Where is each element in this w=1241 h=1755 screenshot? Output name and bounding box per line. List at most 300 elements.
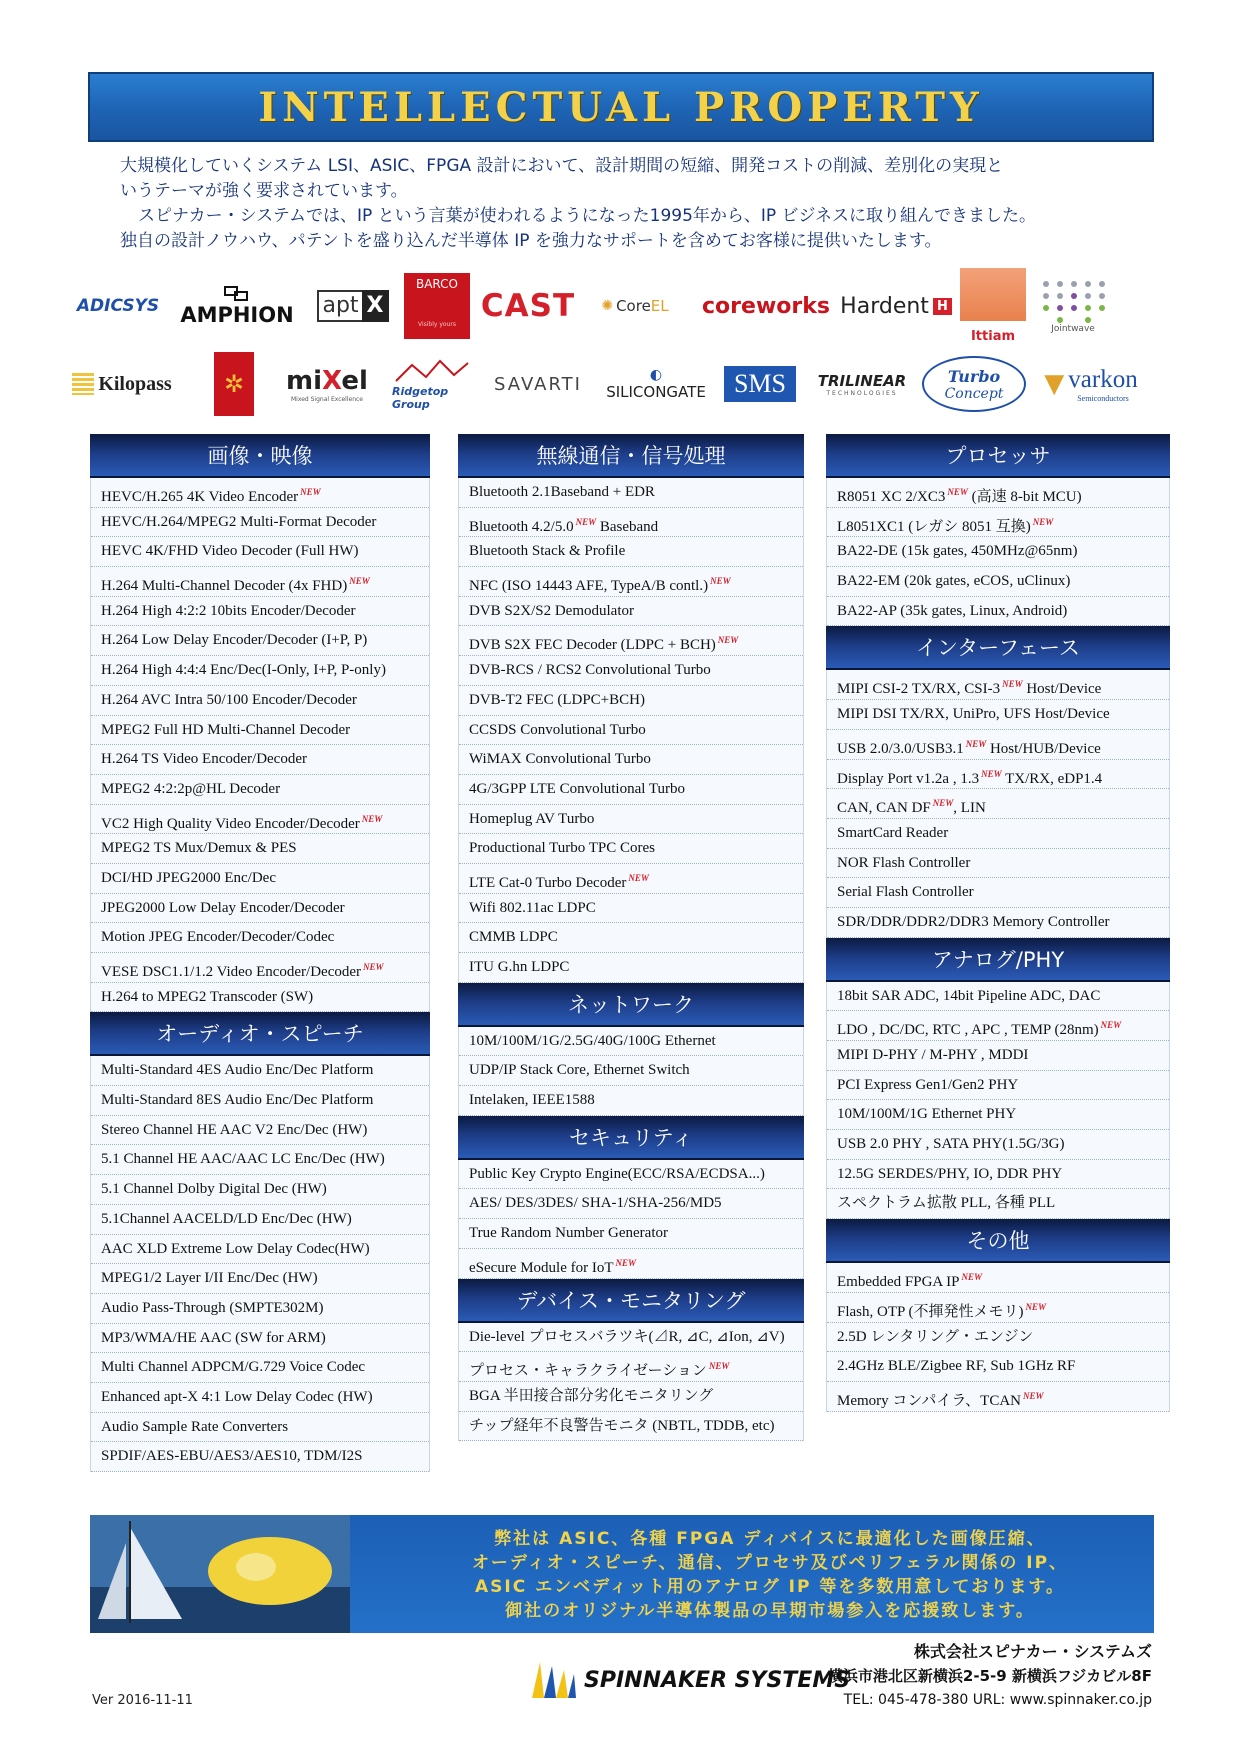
ip-name: Audio Pass-Through (SMPTE302M) [101, 1299, 324, 1316]
jointwave-dots-icon [1038, 278, 1108, 324]
footer-message-line: 御社のオリジナル半導体製品の早期市場参入を応援致します。 [505, 1601, 1035, 1621]
ip-list-item [827, 1160, 1169, 1190]
ip-list-item [91, 567, 429, 597]
ip-list-item [91, 1413, 429, 1443]
footer-band [90, 1515, 1154, 1633]
new-badge: NEW [961, 1272, 983, 1283]
ip-list-item [459, 1056, 803, 1086]
ip-list-item [91, 775, 429, 805]
ip-list [458, 478, 804, 983]
logo-text: SMS [733, 369, 787, 398]
intro-line: スピナカー・システムでは、IP という言葉が使われるようになった1995年から、IP ビジネスに取り組んできました。 [138, 206, 1037, 226]
ip-name: DVB-RCS / RCS2 Convolutional Turbo [469, 662, 711, 679]
ip-name: Multi Channel ADPCM/G.729 Voice Codec [101, 1359, 366, 1376]
section-header: デバイス・モニタリング [458, 1279, 804, 1323]
company-name: 株式会社スピナカー・システムズ [913, 1642, 1152, 1661]
ip-name: LDO , DC/DC, RTC , APC , TEMP (28nm) [837, 1022, 1099, 1039]
ip-name: 10M/100M/1G Ethernet PHY [837, 1106, 1017, 1123]
new-badge: NEW [1032, 516, 1054, 527]
ip-list-item [459, 894, 803, 924]
logo-varkon [1032, 366, 1150, 403]
ip-list-item [91, 716, 429, 746]
ip-name: CMMB LDPC [469, 929, 558, 946]
ip-list [90, 1056, 430, 1472]
version-label: Ver 2016-11-11 [92, 1693, 193, 1708]
ip-name: BA22-DE (15k gates, 450MHz@65nm) [837, 543, 1078, 560]
logo-silicongate [596, 367, 716, 401]
new-badge: NEW [615, 1257, 637, 1268]
logo-sms [724, 366, 796, 402]
section-header: 無線通信・信号処理 [458, 434, 804, 478]
ip-list-item [91, 656, 429, 686]
ip-name: MIPI D-PHY / M-PHY , MDDI [837, 1047, 1029, 1063]
brand-name: SPINNAKER SYSTEMS [584, 1667, 851, 1693]
ip-list-item [827, 1293, 1169, 1323]
logo-mixel [272, 366, 382, 403]
logo-jointwave [1034, 278, 1112, 334]
ip-name: Display Port v1.2a , 1.3 [837, 770, 980, 787]
section-header: プロセッサ [826, 434, 1170, 478]
ip-list-item [459, 923, 803, 953]
ip-list-item [827, 789, 1169, 819]
ip-name: Bluetooth 4.2/5.0 [469, 518, 574, 535]
section-header: セキュリティ [458, 1116, 804, 1160]
section-header: 画像・映像 [90, 434, 430, 478]
ip-list-item [91, 1235, 429, 1265]
logo-text: el [341, 365, 368, 396]
ip-name: Multi-Standard 4ES Audio Enc/Dec Platform [101, 1062, 374, 1079]
footer-message [390, 1527, 1150, 1623]
new-badge: NEW [628, 872, 649, 883]
ip-list-item [91, 1294, 429, 1324]
logo-text: AMPHION [180, 303, 294, 327]
ip-name: DCI/HD JPEG2000 Enc/Dec [101, 869, 276, 886]
ip-list-item [91, 864, 429, 894]
new-badge: NEW [947, 487, 968, 497]
ip-list-item [459, 775, 803, 805]
ip-name: 10M/100M/1G/2.5G/40G/100G Ethernet [469, 1032, 716, 1049]
ip-list-item [91, 686, 429, 716]
ip-list [826, 1263, 1170, 1411]
section-header: アナログ/PHY [826, 938, 1170, 982]
ip-name: DVB-T2 FEC (LDPC+BCH) [469, 691, 645, 708]
ip-name: 4G/3GPP LTE Convolutional Turbo [469, 780, 686, 797]
ip-name: Flash, OTP (不揮発性メモリ) [837, 1303, 1024, 1320]
logo-text: CAST [480, 288, 576, 324]
logo-text: Group [392, 398, 430, 411]
logo-text: Ridgetop [392, 385, 449, 398]
ip-name: NFC (ISO 14443 AFE, TypeA/B contl.) [469, 578, 709, 595]
ip-name: Wifi 802.11ac LDPC [469, 899, 596, 916]
ip-name: 18bit SAR ADC, 14bit Pipeline ADC, DAC [837, 987, 1101, 1004]
logo-text: coreworks [702, 293, 830, 319]
logo-cast [478, 288, 578, 324]
ip-list-item [459, 745, 803, 775]
ip-list-item [459, 834, 803, 864]
logo-adicsys [70, 296, 166, 316]
ip-list-item [91, 953, 429, 983]
varkon-mark-icon: ▼ [1044, 369, 1065, 399]
ip-list [458, 1323, 804, 1442]
ip-list-item [91, 508, 429, 538]
ip-name: MPEG2 4:2:2p@HL Decoder [101, 780, 281, 797]
logo-text: H [933, 298, 952, 315]
ip-name: HEVC 4K/FHD Video Decoder (Full HW) [101, 543, 359, 560]
ip-list-item [827, 1071, 1169, 1101]
logo-text: SILICONGATE [606, 383, 706, 401]
logo-text: varkon [1068, 365, 1138, 393]
ip-name: 12.5G SERDES/PHY, IO, DDR PHY [837, 1165, 1063, 1182]
ip-list-item [827, 1011, 1169, 1041]
ip-name: 5.1Channel AACELD/LD Enc/Dec (HW) [101, 1210, 352, 1227]
column-wireless-network [458, 434, 804, 1441]
ip-name: Embedded FPGA IP [837, 1274, 960, 1291]
ip-list-item [459, 1219, 803, 1249]
ip-name: スペクトラム拡散 PLL, 各種 PLL [837, 1195, 1056, 1212]
ip-name: MPEG1/2 Layer I/II Enc/Dec (HW) [101, 1270, 318, 1287]
logo-ridgetop [392, 357, 478, 411]
new-badge: NEW [1100, 1020, 1122, 1031]
logo-text: Visibly yours [418, 321, 456, 328]
ip-name: MP3/WMA/HE AAC (SW for ARM) [101, 1329, 326, 1346]
ip-list-item [91, 745, 429, 775]
new-badge: NEW [1025, 1301, 1047, 1312]
ip-list-item [459, 716, 803, 746]
amphion-mark-icon [223, 285, 251, 303]
ip-name: DVB S2X FEC Decoder (LDPC + BCH) [469, 637, 716, 654]
new-badge: NEW [1023, 1390, 1044, 1401]
ip-list [458, 1027, 804, 1116]
new-badge: NEW [932, 798, 954, 809]
ip-name: NOR Flash Controller [837, 854, 971, 871]
ip-name: H.264 TS Video Encoder/Decoder [101, 751, 307, 768]
ip-name: チップ経年不良警告モニタ (NBTL, TDDB, etc) [469, 1417, 775, 1434]
ip-name: AAC XLD Extreme Low Delay Codec(HW) [101, 1240, 370, 1257]
ip-name: R8051 XC 2/XC3 [837, 489, 946, 505]
ip-name: Bluetooth Stack & Profile [469, 543, 626, 560]
logo-text: Semiconductors [1077, 393, 1129, 403]
ip-list-item [827, 1130, 1169, 1160]
logo-text: EL [650, 297, 669, 315]
ip-name: LTE Cat-0 Turbo Decoder [469, 874, 627, 891]
footer-message-line: ASIC エンベディット用のアナログ IP 等を多数用意しております。 [474, 1577, 1066, 1597]
ip-name: Homeplug AV Turbo [469, 810, 595, 827]
ip-list-item [827, 508, 1169, 538]
ip-list-item [827, 730, 1169, 760]
ip-name: H.264 AVC Intra 50/100 Encoder/Decoder [101, 691, 357, 708]
section-header: インターフェース [826, 626, 1170, 670]
ip-list-item [459, 537, 803, 567]
ip-name: UDP/IP Stack Core, Ethernet Switch [469, 1062, 690, 1079]
ip-name: MPEG2 TS Mux/Demux & PES [101, 840, 297, 857]
column-processor-interface [826, 434, 1170, 1412]
ip-name: Die-level プロセスバラツキ(⊿R, ⊿C, ⊿Ion, ⊿V) [469, 1328, 785, 1345]
ip-name: L8051XC1 (レガシ 8051 互換) [837, 518, 1031, 535]
ip-list-item [827, 760, 1169, 790]
ip-name: HEVC/H.264/MPEG2 Multi-Format Decoder [101, 513, 377, 530]
ip-name: Stereo Channel HE AAC V2 Enc/Dec (HW) [101, 1121, 368, 1138]
ip-list-item [91, 1145, 429, 1175]
ip-list-item [827, 537, 1169, 567]
ip-name: SmartCard Reader [837, 824, 949, 841]
title-banner [88, 72, 1154, 142]
company-contact: TEL: 045-478-380 URL: www.spinnaker.co.jp [843, 1692, 1152, 1708]
ip-list-item [459, 1412, 803, 1442]
ip-list-item [827, 1100, 1169, 1130]
section-header: オーディオ・スピーチ [90, 1012, 430, 1056]
logo-turbo-concept [922, 356, 1026, 412]
ip-name-suffix: Host/HUB/Device [986, 740, 1101, 757]
intro-line: 独自の設計ノウハウ、パテントを盛り込んだ半導体 IP を強力なサポートを含めてお客様に提供いたします。 [120, 231, 942, 251]
ip-list-item [91, 537, 429, 567]
new-badge: NEW [349, 576, 370, 587]
logo-text: TRILINEAR [817, 371, 907, 390]
ip-list-item [459, 1323, 803, 1353]
ip-list-item [459, 508, 803, 538]
ip-list-item [459, 1249, 803, 1279]
ip-list-item [827, 1352, 1169, 1382]
ip-name: Multi-Standard 8ES Audio Enc/Dec Platform [101, 1092, 374, 1109]
ip-list-item [459, 1382, 803, 1412]
spinnaker-sail-icon [528, 1658, 578, 1702]
new-badge: NEW [300, 487, 321, 497]
ip-name: MPEG2 Full HD Multi-Channel Decoder [101, 721, 351, 738]
ip-list-item [459, 1160, 803, 1190]
intro-line: いうテーマが強く要求されています。 [120, 181, 408, 201]
ip-list-item [91, 1205, 429, 1235]
tree-icon: ✲ [223, 370, 245, 398]
logo-text: mi [286, 365, 323, 396]
ip-name: VESE DSC1.1/1.2 Video Encoder/Decoder [101, 964, 362, 980]
ip-list-item [459, 1086, 803, 1116]
ip-name: Intelaken, IEEE1588 [469, 1092, 595, 1109]
ip-name: True Random Number Generator [469, 1225, 668, 1242]
ip-name: Enhanced apt-X 4:1 Low Delay Codec (HW) [101, 1388, 373, 1405]
ip-name: Serial Flash Controller [837, 884, 974, 901]
logo-hardent [838, 294, 954, 319]
ip-name: BA22-AP (35k gates, Linux, Android) [837, 602, 1068, 619]
ip-name: JPEG2000 Low Delay Encoder/Decoder [101, 899, 345, 916]
ip-list [458, 1160, 804, 1279]
sailboat-photo [90, 1515, 350, 1633]
ip-list-item [91, 478, 429, 508]
ip-list-item [459, 805, 803, 835]
ip-name-suffix: TX/RX, eDP1.4 [1001, 770, 1103, 787]
ip-list-item [827, 567, 1169, 597]
ip-list-item [459, 478, 803, 508]
ip-name: ITU G.hn LDPC [469, 959, 570, 975]
ip-list [826, 478, 1170, 626]
ip-name: Motion JPEG Encoder/Decoder/Codec [101, 929, 335, 946]
ip-name: USB 2.0 PHY , SATA PHY(1.5G/3G) [837, 1136, 1065, 1153]
logo-coreworks [694, 294, 838, 319]
ip-name: eSecure Module for IoT [469, 1259, 614, 1276]
logo-ittiam [960, 268, 1026, 344]
ip-list [826, 982, 1170, 1220]
ip-name: WiMAX Convolutional Turbo [469, 751, 651, 768]
logo-text: Kilopass [98, 372, 172, 395]
ip-name: Productional Turbo TPC Cores [469, 840, 655, 857]
ip-name: BGA 半田接合部分劣化モニタリング [469, 1387, 714, 1404]
logo-text: Ittiam [970, 329, 1016, 344]
silicongate-mark-icon: ◐ [649, 367, 663, 383]
ip-name: 2.4GHz BLE/Zigbee RF, Sub 1GHz RF [837, 1358, 1076, 1375]
ip-list-item [459, 1027, 803, 1057]
ip-list [90, 478, 430, 1012]
logo-text: ADICSYS [76, 296, 160, 316]
ip-list-item [827, 1041, 1169, 1071]
ip-name: CAN, CAN DF [837, 800, 931, 817]
intro-line: 大規模化していくシステム LSI、ASIC、FPGA 設計において、設計期間の短縮、開発コストの削減、差別化の実現と [120, 156, 1004, 176]
ip-name: 2.5D レンタリング・エンジン [837, 1328, 1034, 1345]
logo-barco [404, 273, 470, 339]
ip-list-item [827, 1323, 1169, 1353]
ip-name: HEVC/H.265 4K Video Encoder [101, 489, 299, 505]
new-badge: NEW [708, 1361, 730, 1372]
intro-text [120, 154, 1160, 254]
ip-name: H.264 Multi-Channel Decoder (4x FHD) [101, 578, 348, 595]
page-title: INTELLECTUAL PROPERTY [258, 83, 984, 131]
logo-coreel [582, 297, 688, 315]
ip-name: DVB S2X/S2 Demodulator [469, 602, 634, 619]
ip-list-item [459, 1189, 803, 1219]
section-header: ネットワーク [458, 983, 804, 1027]
ip-list-item [91, 626, 429, 656]
logo-text: Mixed Signal Excellence [291, 395, 363, 403]
ip-list-item [91, 1056, 429, 1086]
new-badge: NEW [575, 516, 597, 527]
ip-name-suffix: Baseband [596, 518, 659, 535]
logo-kilopass [60, 373, 184, 396]
footer-message-line: 弊社は ASIC、各種 FPGA ディバイスに最適化した画像圧縮、 [494, 1529, 1046, 1549]
new-badge: NEW [363, 962, 384, 972]
logo-text: apt [317, 290, 361, 322]
ip-list [826, 670, 1170, 937]
kilopass-mark-icon [72, 373, 94, 395]
ip-list-item [91, 834, 429, 864]
ip-list-item [91, 805, 429, 835]
partner-logos-row-1 [70, 266, 1160, 346]
ip-list-item [827, 478, 1169, 508]
ip-list-item [91, 1175, 429, 1205]
ip-list-item [91, 1116, 429, 1146]
ip-list-item [459, 864, 803, 894]
ip-name: H.264 to MPEG2 Transcoder (SW) [101, 988, 314, 1005]
ip-name: Memory コンパイラ、TCAN [837, 1392, 1021, 1409]
ip-list-item [827, 1189, 1169, 1219]
ip-name: Public Key Crypto Engine(ECC/RSA/ECDSA...) [469, 1165, 765, 1182]
ip-list-item [827, 908, 1169, 938]
new-badge: NEW [965, 738, 987, 749]
ip-list-item [459, 686, 803, 716]
ip-name-suffix: Host/Device [1022, 681, 1102, 698]
ip-name: SDR/DDR/DDR2/DDR3 Memory Controller [837, 913, 1110, 930]
ip-list-item [827, 700, 1169, 730]
logo-text: Concept [944, 385, 1004, 402]
ip-list-item [827, 670, 1169, 700]
ip-list-item [91, 1086, 429, 1116]
column-video-audio [90, 434, 430, 1472]
ip-name: プロセス・キャラクライゼーション [469, 1363, 707, 1380]
ip-list-item [91, 1383, 429, 1413]
ip-name: PCI Express Gen1/Gen2 PHY [837, 1076, 1019, 1093]
logo-trilinear [806, 372, 918, 397]
ip-name: Audio Sample Rate Converters [101, 1418, 289, 1435]
ip-list-item [827, 878, 1169, 908]
ip-name: 5.1 Channel Dolby Digital Dec (HW) [101, 1181, 327, 1198]
ip-list-item [91, 1264, 429, 1294]
ip-list-item [91, 1442, 429, 1472]
ip-name-suffix: , LIN [953, 800, 986, 817]
ip-list-item [91, 1353, 429, 1383]
ridgetop-wave-icon [392, 357, 472, 385]
new-badge: NEW [710, 576, 731, 587]
ip-list-item [827, 1263, 1169, 1293]
section-header: その他 [826, 1219, 1170, 1263]
partner-logos-row-2 [60, 346, 1160, 422]
ip-name: VC2 High Quality Video Encoder/Decoder [101, 815, 360, 832]
company-address: 横浜市港北区新横浜2-5-9 新横浜フジカビル8F [827, 1667, 1152, 1685]
ip-list-item [91, 597, 429, 627]
new-badge: NEW [361, 813, 383, 824]
company-info [800, 1640, 1152, 1712]
ip-name: MIPI CSI-2 TX/RX, CSI-3 [837, 681, 1001, 698]
footer-message-line: オーディオ・スピーチ、通信、プロセサ及びペリフェラル関係の IP、 [471, 1553, 1069, 1573]
ip-name: AES/ DES/3DES/ SHA-1/SHA-256/MD5 [469, 1195, 722, 1212]
ip-name: USB 2.0/3.0/USB3.1 [837, 740, 964, 757]
ip-list-item [459, 597, 803, 627]
ip-name: Bluetooth 2.1Baseband + EDR [469, 484, 655, 500]
logo-text: Jointwave [1051, 324, 1095, 334]
logo-text: X [362, 290, 389, 322]
ip-name: H.264 High 4:4:4 Enc/Dec(I-Only, I+P, P-only) [101, 662, 386, 679]
new-badge: NEW [981, 768, 1002, 779]
logo-amphion [172, 285, 302, 327]
ip-list-item [91, 983, 429, 1013]
ip-list-item [459, 567, 803, 597]
ip-list-item [827, 819, 1169, 849]
ip-list-item [827, 597, 1169, 627]
ip-list-item [91, 923, 429, 953]
ip-name: CCSDS Convolutional Turbo [469, 721, 646, 738]
logo-text: Turbo [947, 366, 1001, 386]
ip-list-item [91, 1324, 429, 1354]
ip-list-item [459, 1352, 803, 1382]
ip-list-item [459, 953, 803, 983]
logo-text: X [322, 365, 342, 396]
ip-name: MIPI DSI TX/RX, UniPro, UFS Host/Device [837, 706, 1110, 723]
ip-name: H.264 High 4:2:2 10bits Encoder/Decoder [101, 602, 356, 619]
logo-text: Core [616, 297, 651, 315]
logo-aptx [308, 290, 398, 322]
new-badge: NEW [1002, 679, 1023, 690]
ip-list-item [459, 656, 803, 686]
sun-icon: ✺ [601, 298, 614, 314]
ip-list-item [827, 849, 1169, 879]
ip-name: H.264 Low Delay Encoder/Decoder (I+P, P) [101, 632, 368, 649]
ip-list-item [827, 1382, 1169, 1412]
new-badge: NEW [717, 635, 739, 646]
logo-red-square [214, 352, 254, 416]
ip-list-item [827, 982, 1169, 1012]
logo-text: SAVARTI [494, 373, 582, 395]
ip-name: 5.1 Channel HE AAC/AAC LC Enc/Dec (HW) [101, 1151, 385, 1168]
ip-name: BA22-EM (20k gates, eCOS, uClinux) [837, 573, 1071, 590]
ip-list-item [459, 626, 803, 656]
ip-name-suffix: (高速 8-bit MCU) [967, 489, 1082, 505]
logo-text: TECHNOLOGIES [826, 389, 898, 397]
logo-text: BARCO [415, 277, 458, 291]
